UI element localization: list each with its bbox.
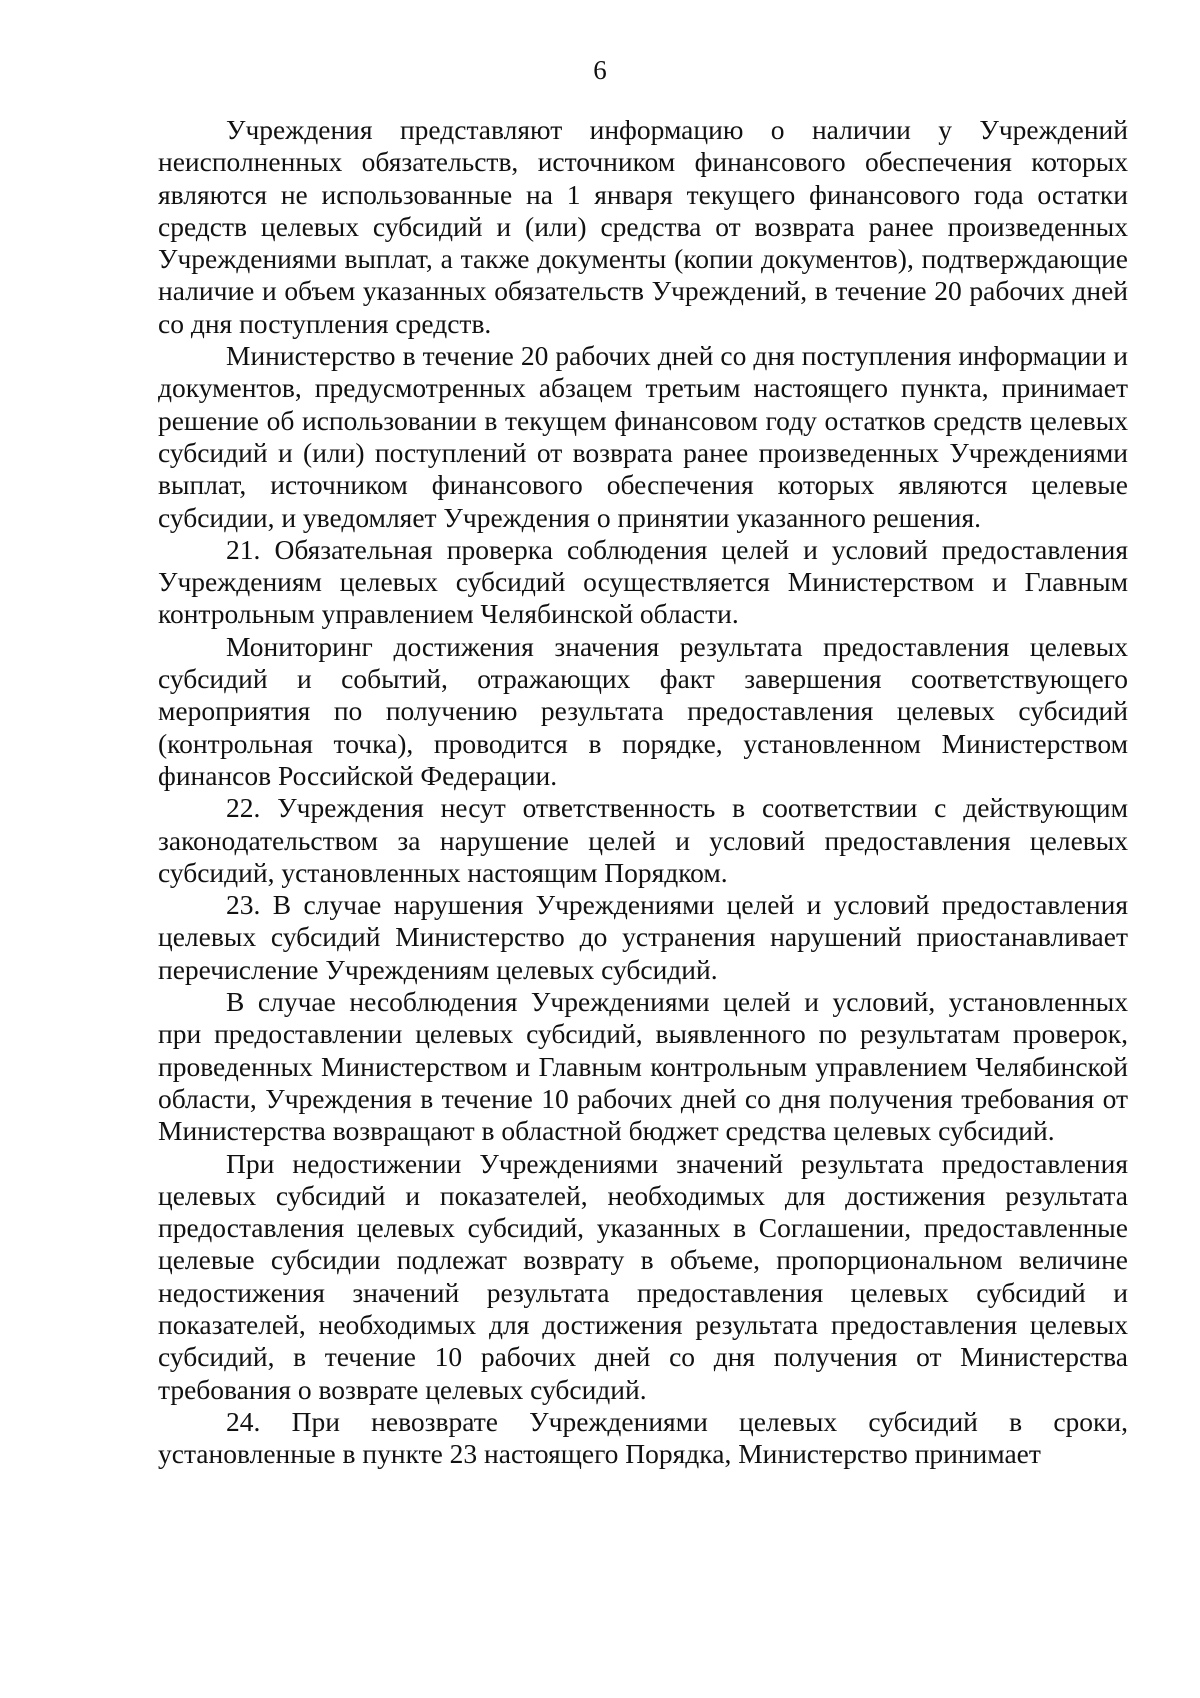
- paragraph-ministry-decision: Министерство в течение 20 рабочих дней со дня поступления информации и документов, предусмотренных абзацем третьим настоящего пункта, принимает решение об использовании в текущем финансовом году остатков средств целевых субсидий и (или) поступлений от возврата ранее произведенных Учреждениями выплат, источником финансового обеспечения которых являются целевые субсидии, и уведомляет Учреждения о принятии указанного решения.: [158, 340, 1128, 533]
- paragraph-monitoring: Мониторинг достижения значения результата предоставления целевых субсидий и событий, отражающих факт завершения соответствующего мероприятия по получению результата предоставления целевых субсидий (контрольная точка), проводится в порядке, установленном Министерством финансов Российской Федерации.: [158, 630, 1128, 791]
- paragraph-item-21-mandatory-check: 21. Обязательная проверка соблюдения целей и условий предоставления Учреждениям целевых субсидий осуществляется Министерством и Главным контрольным управлением Челябинской области.: [158, 533, 1128, 630]
- paragraph-unexecuted-obligations: Учреждения представляют информацию о наличии у Учреждений неисполненных обязательств, источником финансового обеспечения которых являются не использованные на 1 января текущего финансового года остатки средств целевых субсидий и (или) средства от возврата ранее произведенных Учреждениями выплат, а также документы (копии документов), подтверждающие наличие и объем указанных обязательств Учреждений, в течение 20 рабочих дней со дня поступления средств.: [158, 114, 1128, 339]
- document-body: [158, 114, 1128, 1470]
- paragraph-item-22-responsibility: 22. Учреждения несут ответственность в соответствии с действующим законодательством за нарушение целей и условий предоставления целевых субсидий, установленных настоящим Порядком.: [158, 792, 1128, 888]
- paragraph-nonachievement-return: При недостижении Учреждениями значений результата предоставления целевых субсидий и показателей, необходимых для достижения результата предоставления целевых субсидий, указанных в Соглашении, предоставленные целевые субсидии подлежат возврату в объеме, пропорциональном величине недостижения значений результата предоставления целевых субсидий и показателей, необходимых для достижения результата предоставления целевых субсидий, в течение 10 рабочих дней со дня получения от Министерства требования о возврате целевых субсидий.: [158, 1147, 1128, 1405]
- paragraph-noncompliance-return: В случае несоблюдения Учреждениями целей и условий, установленных при предоставлении целевых субсидий, выявленного по результатам проверок, проведенных Министерством и Главным контрольным управлением Челябинской области, Учреждения в течение 10 рабочих дней со дня получения требования от Министерства возвращают в областной бюджет средства целевых субсидий.: [158, 986, 1128, 1147]
- paragraph-item-24-nonreturn: 24. При невозврате Учреждениями целевых субсидий в сроки, установленные в пункте 23 настоящего Порядка, Министерство принимает: [158, 1405, 1128, 1470]
- page-number: 6: [593, 55, 607, 85]
- paragraph-item-23-violation: 23. В случае нарушения Учреждениями целей и условий предоставления целевых субсидий Министерство до устранения нарушений приостанавливает перечисление Учреждениям целевых субсидий.: [158, 889, 1128, 985]
